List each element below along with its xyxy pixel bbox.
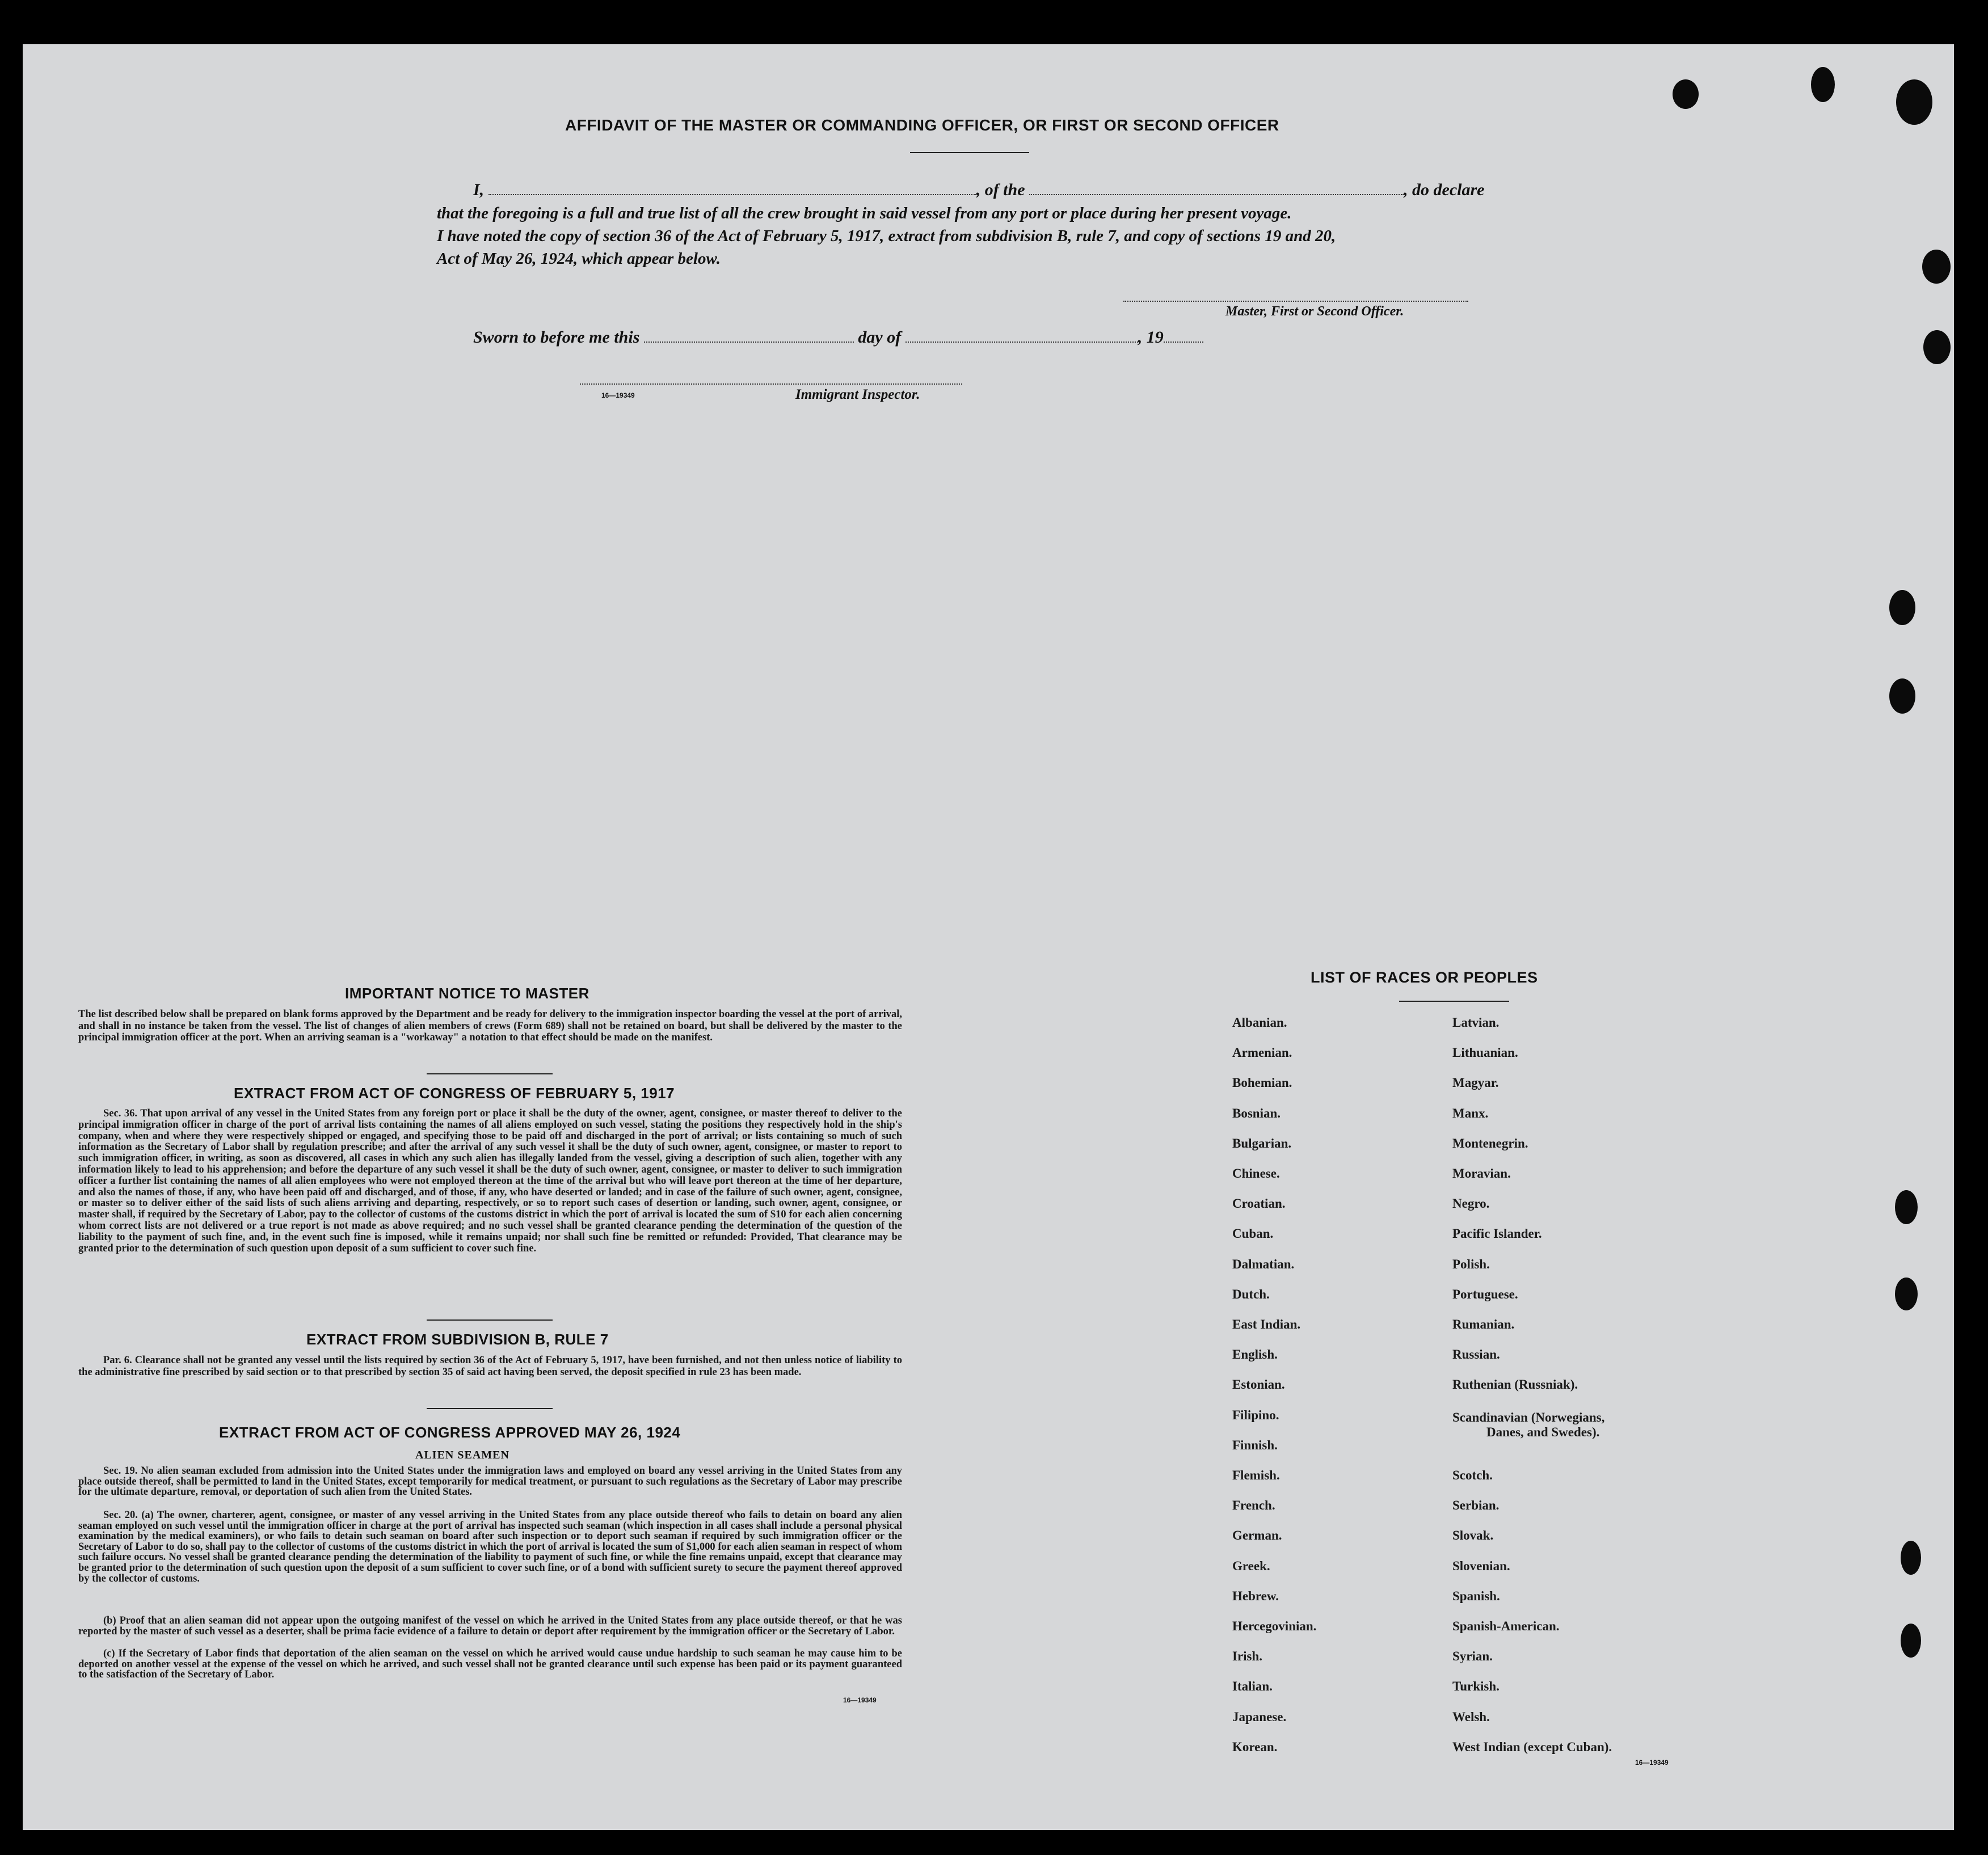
race-item: Polish. [1452, 1257, 1490, 1271]
race-item: Russian. [1452, 1347, 1500, 1362]
extract-1924-sec20a: Sec. 20. (a) The owner, charterer, agent, consignee, or master of any vessel arriving in the United States from any place outside thereof who fails to detain on board any alien seaman employed on such vessel until the immigration officer in charge at the port of arrival has inspected such seaman (which inspection in all cases shall include a personal physical examination by the medical examiners), or who fails to detain such seaman on board after such inspection or to deport such seaman if required by such immigration officer or the Secretary of Labor to do so, shall pay to the collector of customs of the customs district in which the port of arrival is located the sum of $1,000 for each alien seaman in respect of whom such failure occurs. No vessel shall be granted clearance pending the determination of the liability to payment of such fine, or while the fine remains unpaid, except that clearance may be granted prior to the determination of such question upon the deposit of a sum sufficient to cover such fine, or of a bond with sufficient surety to secure the payment thereof approved by the collector of customs. [78, 1510, 902, 1584]
decl-i: I, [473, 180, 485, 199]
form-number: 16—19349 [601, 391, 635, 399]
race-item: Hebrew. [1232, 1588, 1279, 1603]
race-item: Japanese. [1232, 1709, 1287, 1724]
section-rule [427, 1408, 553, 1409]
race-item: Armenian. [1232, 1045, 1292, 1060]
extract-1924-title: EXTRACT FROM ACT OF CONGRESS APPROVED MAY 26, 1924 [219, 1424, 681, 1441]
race-item: Bosnian. [1232, 1106, 1281, 1120]
sworn-year: , 19 [1138, 328, 1164, 347]
sworn-prefix: Sworn to before me this [473, 328, 640, 347]
declaration-line-2: that the foregoing is a full and true list of all the crew brought in said vessel from any port or place during her present voyage. [437, 204, 1292, 222]
race-item: Montenegrin. [1452, 1136, 1528, 1150]
race-item: Albanian. [1232, 1015, 1287, 1030]
vessel-blank[interactable] [1029, 182, 1404, 195]
signature-label: Master, First or Second Officer. [1225, 304, 1404, 319]
race-item: Finnish. [1232, 1437, 1278, 1452]
sworn-line [473, 328, 1203, 347]
race-item: Bohemian. [1232, 1076, 1292, 1090]
punch-hole [1923, 330, 1951, 364]
race-item: Dalmatian. [1232, 1257, 1295, 1271]
race-item: Turkish. [1452, 1679, 1500, 1694]
race-item: Syrian. [1452, 1649, 1493, 1664]
race-item: Cuban. [1232, 1226, 1274, 1241]
race-item: Portuguese. [1452, 1287, 1518, 1301]
races-title-rule [1399, 1001, 1509, 1002]
race-item: Magyar. [1452, 1076, 1499, 1090]
race-item: Korean. [1232, 1739, 1278, 1754]
inspector-label: Immigrant Inspector. [795, 387, 920, 402]
day-blank[interactable] [644, 329, 854, 343]
race-item: Bulgarian. [1232, 1136, 1292, 1150]
race-item: Danes, and Swedes). [1486, 1424, 1600, 1439]
punch-hole [1889, 678, 1915, 714]
affidavit-title: AFFIDAVIT OF THE MASTER OR COMMANDING OFFICER, OR FIRST OR SECOND OFFICER [565, 116, 1279, 134]
year-blank[interactable] [1164, 329, 1203, 343]
race-item: Greek. [1232, 1558, 1270, 1573]
extract-1924-sec20b: (b) Proof that an alien seaman did not appear upon the outgoing manifest of the vessel on which he arrived in the United States from any place outside thereof, or that he was reported by the master of such vessel as a deserter, shall be prima facie evidence of a failure to detain or deport after requirement by the immigration officer or the Secretary of Labor. [78, 1615, 902, 1637]
title-rule [910, 152, 1029, 153]
sworn-day-of: day of [858, 328, 902, 347]
races-title: LIST OF RACES OR PEOPLES [1311, 969, 1538, 986]
alien-seamen-subtitle: ALIEN SEAMEN [415, 1449, 509, 1461]
race-item: Spanish-American. [1452, 1619, 1560, 1633]
punch-hole [1889, 590, 1915, 625]
race-item: Negro. [1452, 1196, 1490, 1211]
race-item: Pacific Islander. [1452, 1226, 1542, 1241]
race-item: West Indian (except Cuban). [1452, 1739, 1612, 1754]
form-number: 16—19349 [843, 1696, 877, 1704]
extract-1924-sec20c: (c) If the Secretary of Labor finds that deportation of the alien seaman on the vessel on which he arrived would cause undue hardship to such seaman he may cause him to be deported on another vessel at the expense of the vessel on which he arrived, and such vessel shall not be granted clearance until such expense has been paid or its payment guaranteed to the satisfaction of the Secretary of Labor. [78, 1648, 902, 1681]
form-number: 16—19349 [1635, 1759, 1669, 1767]
punch-hole [1895, 1278, 1918, 1310]
race-item: Latvian. [1452, 1015, 1500, 1030]
month-blank[interactable] [905, 329, 1138, 343]
signature-line[interactable] [1123, 301, 1468, 302]
decl-do-declare: , do declare [1404, 180, 1485, 199]
inspector-signature-line[interactable] [580, 383, 962, 385]
race-item: Serbian. [1452, 1498, 1500, 1513]
race-item: Lithuanian. [1452, 1045, 1518, 1060]
punch-hole [1922, 250, 1951, 284]
rule7-text: Par. 6. Clearance shall not be granted any vessel until the lists required by section 36 of the Act of February 5, 1917, have been furnished, and not then unless notice of liability to the administrative fine prescribed by said section or to that prescribed by section 35 of said act having been served, the deposit specified in rule 23 has been made. [78, 1355, 902, 1378]
section-rule [427, 1073, 553, 1074]
race-item: Flemish. [1232, 1468, 1280, 1482]
punch-hole [1901, 1541, 1921, 1575]
race-item: Spanish. [1452, 1588, 1500, 1603]
race-item: English. [1232, 1347, 1278, 1362]
notice-text: The list described below shall be prepared on blank forms approved by the Department and be ready for delivery to the immigration inspector boarding the vessel at the port of arrival, and shall in no instance be taken from the vessel. The list of changes of alien members of crews (Form 689) shall not be retained on board, but shall be delivered by the master to the principal immigration officer at the port. When an arriving seaman is a "workaway" a notation to that effect should be made on the manifest. [78, 1009, 902, 1043]
race-item: Scandinavian (Norwegians, [1452, 1410, 1605, 1424]
name-blank[interactable] [488, 182, 976, 195]
race-item: Scotch. [1452, 1468, 1493, 1482]
race-item: Slovenian. [1452, 1558, 1510, 1573]
race-item: East Indian. [1232, 1317, 1301, 1331]
section-rule [427, 1319, 553, 1321]
race-item: Chinese. [1232, 1166, 1280, 1181]
punch-hole [1673, 79, 1699, 109]
race-item: Hercegovinian. [1232, 1619, 1317, 1633]
punch-hole [1901, 1624, 1921, 1658]
race-item: Rumanian. [1452, 1317, 1515, 1331]
race-item: Dutch. [1232, 1287, 1270, 1301]
rule7-title: EXTRACT FROM SUBDIVISION B, RULE 7 [306, 1331, 609, 1348]
race-item: Italian. [1232, 1679, 1273, 1694]
race-item: Ruthenian (Russniak). [1452, 1377, 1578, 1392]
race-item: French. [1232, 1498, 1275, 1513]
extract-1917-text: Sec. 36. That upon arrival of any vessel in the United States from any foreign port or place it shall be the duty of the owner, agent, consignee, or master thereof to deliver to the principal immigration officer in charge of the port of arrival lists containing the names of all aliens employed on such vessel, stating the positions they respectively hold in the ship's company, when and where they were respectively shipped or engaged, and specifying those to be paid off and discharged in the port of arrival; or lists containing so much of such information as the Secretary of Labor shall by regulation prescribe; and after the arrival of any such vessel it shall be the duty of such owner, agent, consignee, or master to report to such immigration officer, in writing, as soon as discovered, all cases in which any such alien has illegally landed from the vessel, giving a description of such alien, together with any information likely to lead to his apprehension; and before the departure of any such vessel it shall be the duty of such owner, agent, consignee, or master to deliver to such immigration officer a further list containing the names of all alien employees who were not employed thereon at the time of the arrival but who will leave port thereon at the time of her departure, and also the names of those, if any, who have been paid off and discharged, and of those, if any, who have deserted or landed; and in case of the failure of such owner, agent, consignee, or master so to deliver either of the said lists of such aliens arriving and departing, respectively, or so to report such cases of desertion or landing, such owner, agent, consignee, or master shall, if required by the Secretary of Labor, pay to the collector of customs of the customs district in which the port of arrival is located the sum of $10 for each alien concerning whom correct lists are not delivered or a true report is not made as above required; and no such vessel shall be granted clearance pending the determination of the question of the liability to the payment of such fine, and, in the event such fine is imposed, while it remains unpaid; nor shall such fine be remitted or refunded: Provided, That clearance may be granted prior to the determination of such question upon deposit of a sum sufficient to cover such fine. [78, 1108, 902, 1254]
race-item: Croatian. [1232, 1196, 1286, 1211]
punch-hole [1811, 67, 1835, 102]
race-item: Welsh. [1452, 1709, 1490, 1724]
race-item: Estonian. [1232, 1377, 1285, 1392]
notice-title: IMPORTANT NOTICE TO MASTER [345, 985, 589, 1002]
extract-1917-title: EXTRACT FROM ACT OF CONGRESS OF FEBRUARY 5, 1917 [234, 1085, 675, 1102]
race-item: Moravian. [1452, 1166, 1511, 1181]
race-item: Irish. [1232, 1649, 1263, 1664]
race-item: Manx. [1452, 1106, 1489, 1120]
decl-of-the: , of the [976, 180, 1025, 199]
race-item: Filipino. [1232, 1407, 1279, 1422]
extract-1924-sec19: Sec. 19. No alien seaman excluded from admission into the United States under the immigration laws and employed on board any vessel arriving in the United States from any place outside thereof, shall be permitted to land in the United States, except temporarily for medical treatment, or pursuant to such regulations as the Secretary of Labor may prescribe for the ultimate departure, removal, or deportation of such alien from the United States. [78, 1465, 902, 1498]
declaration-line-3: I have noted the copy of section 36 of the Act of February 5, 1917, extract from subdivision B, rule 7, and copy of sections 19 and 20, [437, 227, 1336, 245]
declaration-line-4: Act of May 26, 1924, which appear below. [437, 250, 721, 268]
race-item: German. [1232, 1528, 1282, 1543]
punch-hole [1895, 1190, 1918, 1224]
declaration-line-1 [473, 180, 1484, 200]
race-item: Slovak. [1452, 1528, 1494, 1543]
punch-hole [1896, 79, 1932, 125]
